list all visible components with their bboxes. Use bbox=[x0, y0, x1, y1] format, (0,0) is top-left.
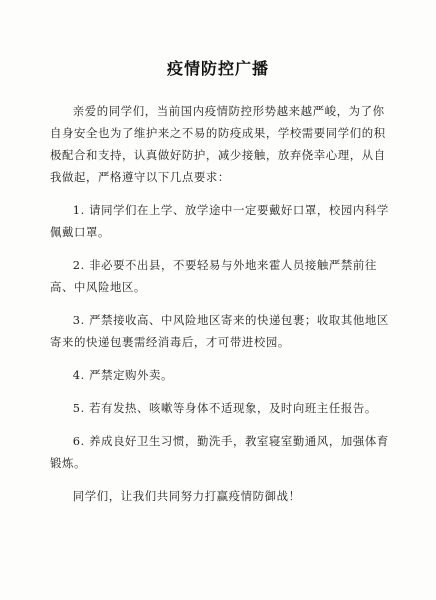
requirement-item-5: 5. 若有发热、咳嗽等身体不适现象，及时向班主任报告。 bbox=[72, 401, 377, 415]
requirement-item-2: 2. 非必要不出县，不要轻易与外地来霍人员接触严禁前往高、中风险地区。 bbox=[50, 258, 377, 294]
document-body bbox=[50, 100, 392, 507]
document-title: 疫情防控广播 bbox=[166, 59, 269, 78]
requirement-item-1: 1. 请同学们在上学、放学途中一定要戴好口罩，校园内科学佩戴口罩。 bbox=[50, 203, 389, 239]
closing-line: 同学们，让我们共同努力打赢疫情防御战！ bbox=[72, 489, 301, 503]
requirement-item-6: 6. 养成良好卫生习惯，勤洗手，教室寝室勤通风，加强体育锻炼。 bbox=[50, 434, 389, 470]
requirement-item-3: 3. 严禁接收高、中风险地区寄来的快递包裹；收取其他地区寄来的快递包裹需经消毒后，才可带进校园。 bbox=[50, 313, 389, 349]
intro-paragraph: 亲爱的同学们，当前国内疫情防控形势越来越严峻，为了你自身安全也为了维护来之不易的防疫成果，学校需要同学们的积极配合和支持，认真做好防护，减少接触，放弃侥幸心理，从自我做起，严格遵守以下几点要求： bbox=[50, 104, 386, 184]
requirement-item-4: 4. 严禁定购外卖。 bbox=[72, 368, 174, 382]
